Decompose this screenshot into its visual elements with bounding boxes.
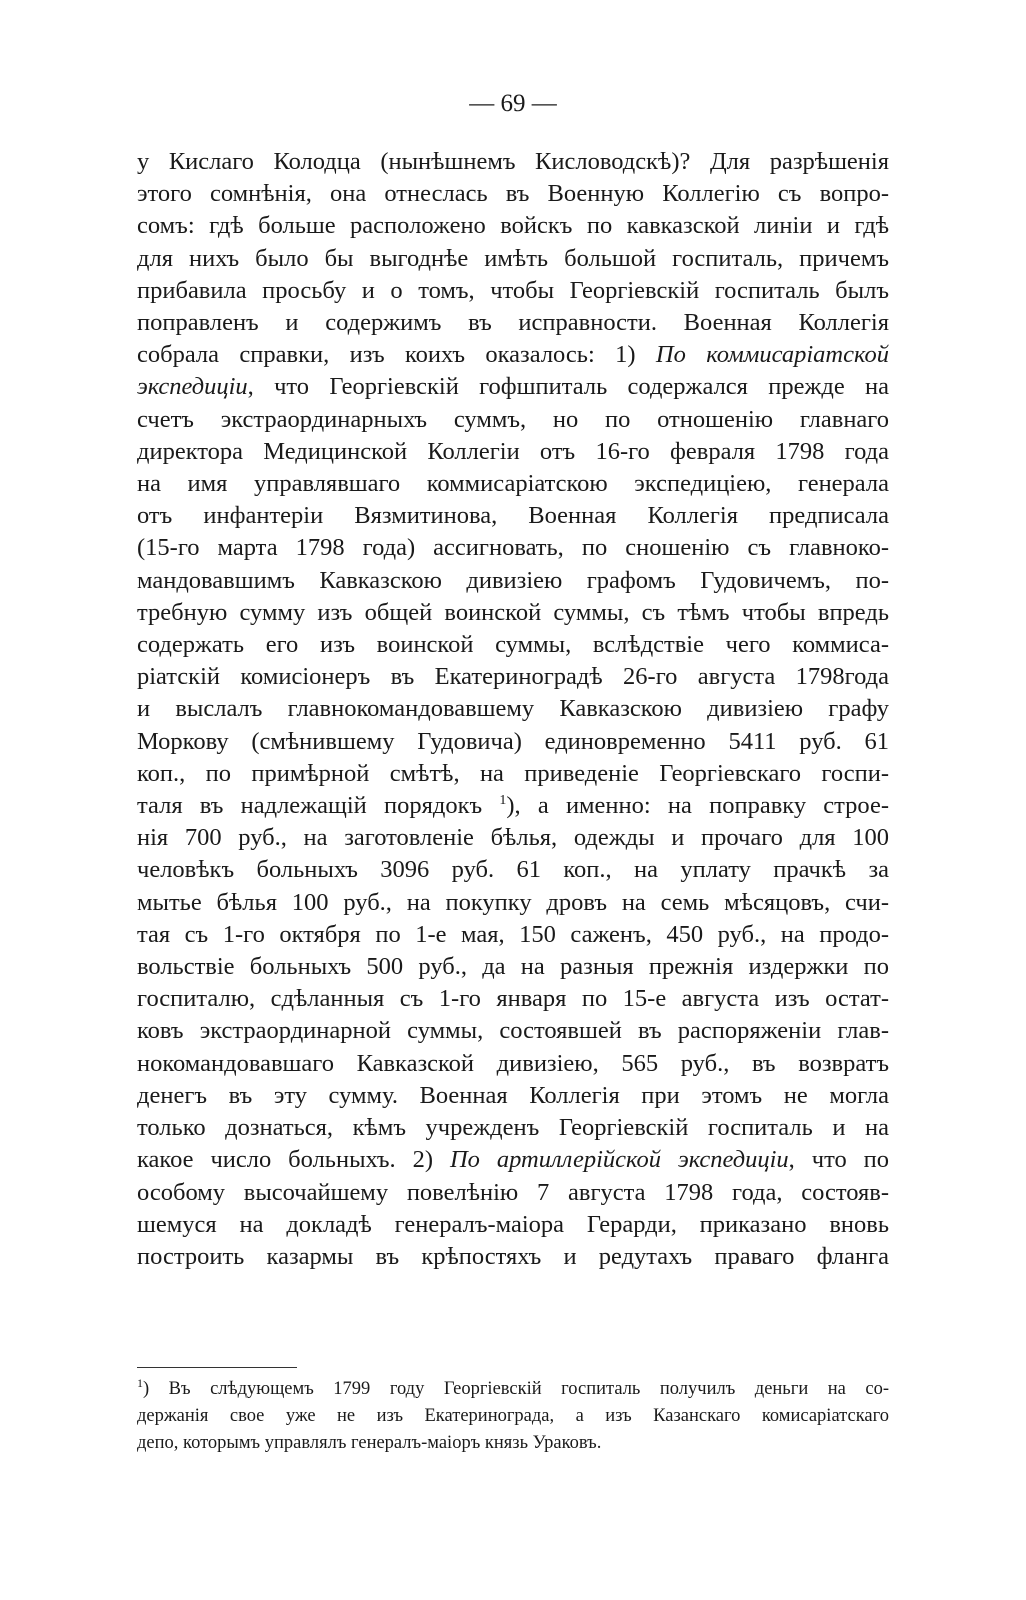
text-segment: , что по [788, 1146, 890, 1174]
text-segment: собрала справки, изъ коихъ оказалось: 1) [137, 341, 636, 369]
italic-heading: экспедиціи [137, 373, 248, 401]
text-line [137, 339, 889, 371]
footnote-line: депо, которымъ управлялъ генералъ-маіоръ князь Ураковъ. [137, 1433, 602, 1453]
text-line: только дознаться, кѣмъ учрежденъ Георгіевскій госпиталь и на [137, 1114, 889, 1142]
text-line: денегъ въ эту сумму. Военная Коллегія при этомъ не могла [137, 1081, 889, 1109]
text-line [137, 371, 889, 403]
text-line: построить казармы въ крѣпостяхъ и редутахъ праваго фланга [137, 1242, 889, 1270]
text-line: тая съ 1-го октября по 1-е мая, 150 саженъ, 450 руб., на продо- [137, 920, 889, 948]
text-line: прибавила просьбу и о томъ, чтобы Георгіевскій госпиталь былъ [137, 276, 889, 304]
text-line: человѣкъ больныхъ 3096 руб. 61 коп., на уплату прачкѣ за [137, 856, 889, 884]
footnote [137, 1376, 889, 1457]
text-line: счетъ экстраординарныхъ суммъ, но по отношенію главнаго [137, 405, 889, 433]
text-line: отъ инфантеріи Вязмитинова, Военная Коллегія предписала [137, 502, 889, 530]
footnote-line [137, 1376, 889, 1403]
text-segment: какое число больныхъ. 2) [137, 1146, 434, 1174]
footnote-marker: 1 [137, 1376, 143, 1390]
text-line: требную сумму изъ общей воинской суммы, съ тѣмъ чтобы впредь [137, 598, 889, 626]
text-line: мандовавшимъ Кавказскою дивизіею графомъ Гудовичемъ, по- [137, 566, 889, 594]
page-number: — 69 — [469, 90, 557, 117]
text-line: директора Медицинской Коллегіи отъ 16-го февраля 1798 года [137, 437, 889, 465]
italic-heading: По артиллерійской экспедиціи [449, 1146, 789, 1174]
footnote-divider [137, 1367, 297, 1368]
text-line: коп., по примѣрной смѣтѣ, на приведеніе Георгіевскаго госпи- [137, 759, 889, 787]
text-line: ріатскій комисіонеръ въ Екатериноградѣ 26-го августа 1798года [137, 663, 889, 691]
text-line: содержать его изъ воинской суммы, вслѣдствіе чего коммиса- [137, 631, 889, 659]
text-line: шемуся на докладѣ генералъ-маіора Герарди, приказано вновь [137, 1210, 889, 1238]
text-line: для нихъ было бы выгоднѣе имѣть большой госпиталь, причемъ [137, 244, 889, 272]
text-line: на имя управлявшаго коммисаріатскою экспедиціею, генерала [137, 470, 889, 498]
text-line: поправленъ и содержимъ въ исправности. Военная Коллегія [137, 309, 889, 337]
text-line: мытье бѣлья 100 руб., на покупку дровъ на семь мѣсяцовъ, счи- [137, 888, 889, 916]
text-line: сомъ: гдѣ больше расположено войскъ по кавказской линіи и гдѣ [137, 212, 889, 240]
italic-heading: По коммисаріатской [655, 341, 889, 369]
text-line: особому высочайшему повелѣнію 7 августа 1798 года, состояв- [137, 1178, 889, 1206]
footnote-reference: 1 [499, 793, 507, 809]
text-line [137, 1144, 889, 1176]
text-segment: таля въ надлежащій порядокъ [137, 792, 483, 820]
footnote-line: держанія свое уже не изъ Екатеринограда, а изъ Казанскаго комисаріатскаго [137, 1406, 889, 1426]
text-line: госпиталю, сдѣланныя съ 1-го января по 15-е августа изъ остат- [137, 985, 889, 1013]
text-segment: ), а именно: на поправку строе- [506, 792, 890, 820]
text-line: нія 700 руб., на заготовленіе бѣлья, одежды и прочаго для 100 [137, 824, 889, 852]
text-line: ковъ экстраординарной суммы, состоявшей въ распоряженіи глав- [137, 1017, 889, 1045]
text-line: и выслалъ главнокомандовавшему Кавказскою дивизіею графу [137, 695, 889, 723]
text-line: нокомандовавшаго Кавказской дивизіею, 565 руб., въ возвратъ [137, 1049, 889, 1077]
text-line: этого сомнѣнія, она отнеслась въ Военную Коллегію съ вопро- [137, 180, 889, 208]
text-line: Моркову (смѣнившему Гудовича) единовременно 5411 руб. 61 [137, 727, 889, 755]
text-line: у Кислаго Колодца (нынѣшнемъ Кисловодскѣ)? Для разрѣшенія [137, 148, 889, 175]
text-line [137, 790, 889, 822]
text-line: (15-го марта 1798 года) ассигновать, по сношенію съ главноко- [137, 534, 889, 562]
text-segment: ) Въ слѣдующемъ 1799 году Георгіевскій госпиталь получилъ деньги на со- [143, 1379, 889, 1399]
main-text [137, 146, 889, 1273]
text-segment: , что Георгіевскій гофшпиталь содержался прежде на [247, 373, 889, 401]
text-line: вольствіе больныхъ 500 руб., да на разныя прежнія издержки по [137, 953, 889, 981]
